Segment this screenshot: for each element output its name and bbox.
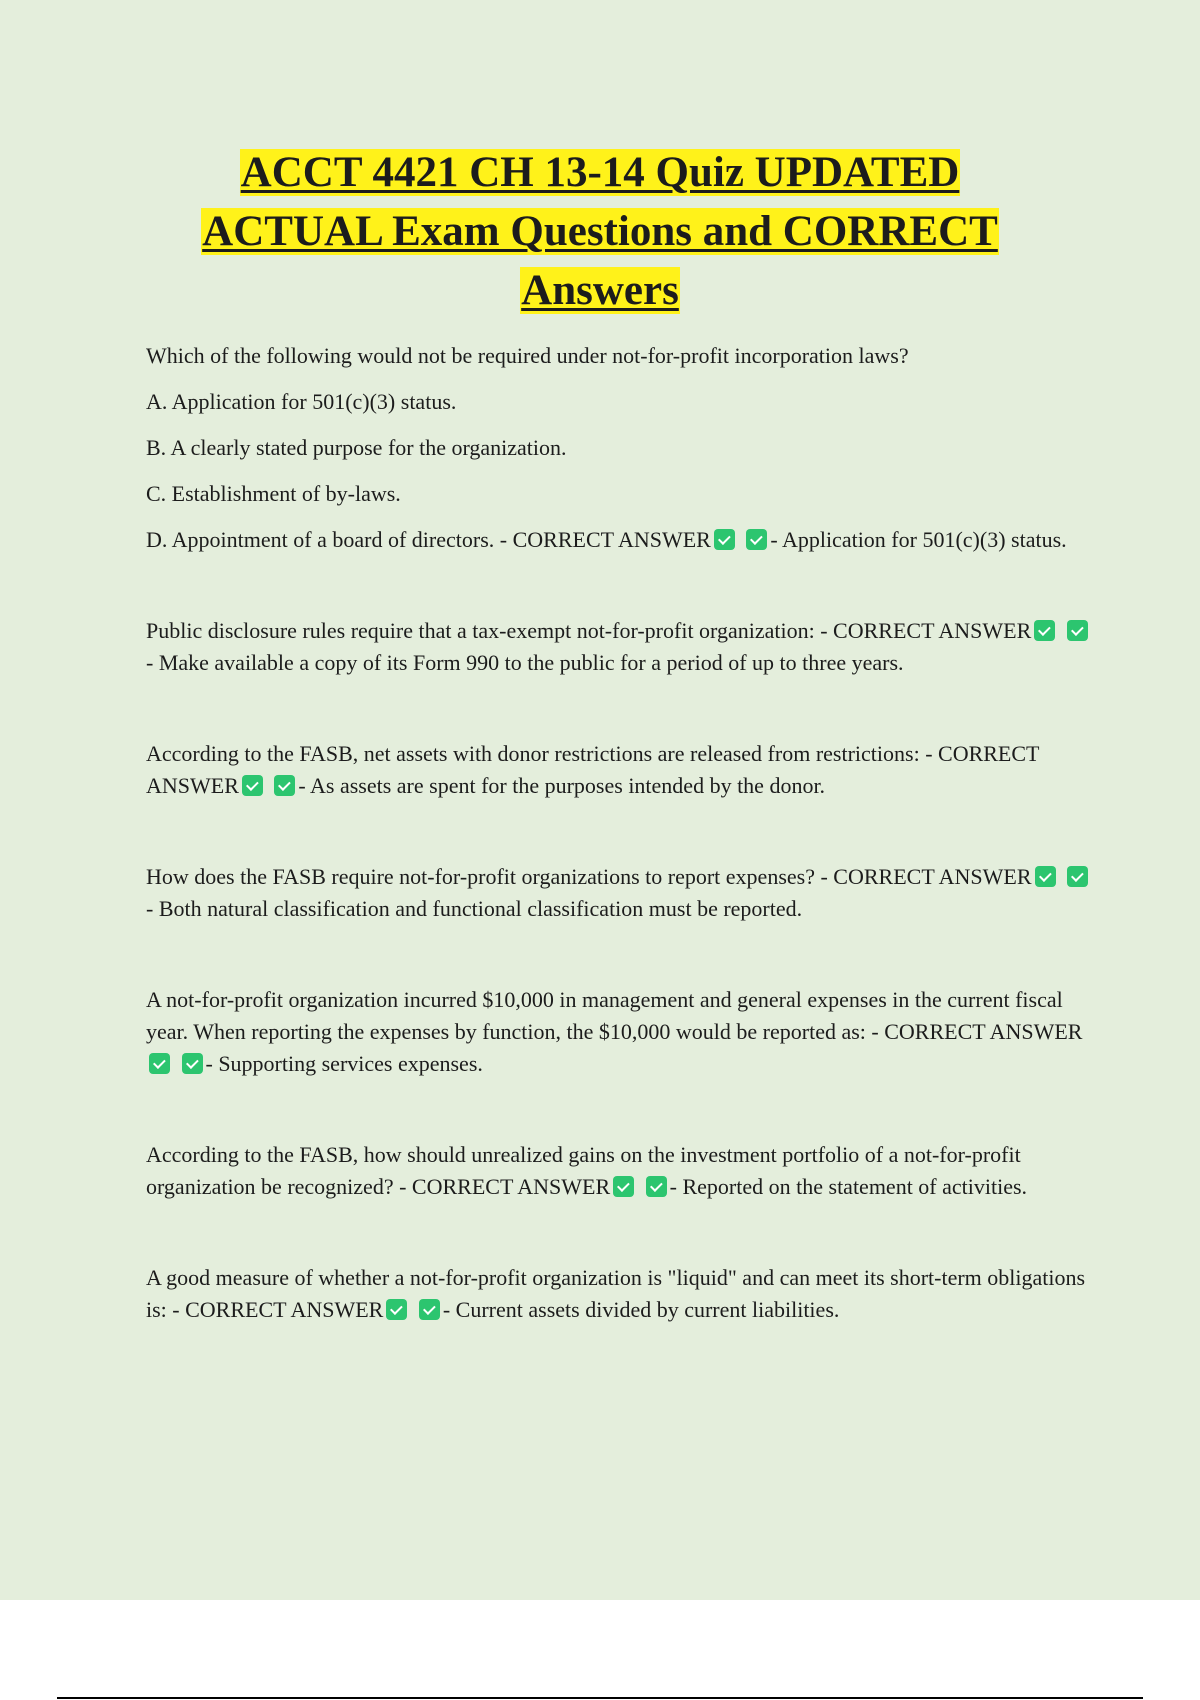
spacer [146,679,1096,738]
question-text: According to the FASB, net assets with donor restrictions are released from restrictions: [146,741,920,766]
answer-marker: - CORRECT ANSWER [820,864,1032,889]
check-mark-button-icon [646,1176,667,1197]
question-block [146,1262,1096,1326]
answer-text: - Make available a copy of its Form 990 to the public for a period of up to three years. [146,650,904,675]
answer-marker: - CORRECT ANSWER [820,618,1032,643]
spacer [146,556,1096,615]
check-mark-button-icon [419,1299,440,1320]
check-mark-button-icon [613,1176,634,1197]
answer-text: - Reported on the statement of activities. [669,1174,1028,1199]
check-mark-button-icon [746,529,767,550]
answer-marker: - CORRECT ANSWER [399,1174,611,1199]
check-mark-button-icon [1067,866,1088,887]
check-mark-button-icon [274,775,295,796]
check-mark-button-icon [242,775,263,796]
check-mark-button-icon [149,1053,170,1074]
document-title [0,143,1200,320]
answer-marker: - CORRECT ANSWER [871,1019,1083,1044]
spacer [146,802,1096,861]
answer-text: - As assets are spent for the purposes intended by the donor. [298,773,826,798]
answer-marker: - CORRECT ANSWER [146,741,1040,798]
question-block [146,861,1096,925]
question-block [146,984,1096,1080]
question-text: Which of the following would not be required under not-for-profit incorporation laws? [146,343,909,368]
title-line: Answers [521,267,679,314]
answer-marker: - CORRECT ANSWER [499,527,711,552]
footer-rule [57,1697,1143,1699]
check-mark-button-icon [386,1299,407,1320]
question-text: Public disclosure rules require that a tax-exempt not-for-profit organization: [146,618,815,643]
title-line: ACTUAL Exam Questions and CORRECT [202,208,998,255]
question-block [146,1139,1096,1203]
answer-text: - Current assets divided by current liabilities. [442,1297,840,1322]
question-text: How does the FASB require not-for-profit organizations to report expenses? [146,864,815,889]
title-line: ACCT 4421 CH 13-14 Quiz UPDATED [240,149,960,196]
spacer [146,1080,1096,1139]
answer-text: - Both natural classification and functional classification must be reported. [146,896,803,921]
option-d-with-answer [146,524,1096,556]
question-text: According to the FASB, how should unrealized gains on the investment portfolio of a not-for-profit organization be recognized? [146,1142,1021,1199]
check-mark-button-icon [182,1053,203,1074]
question-text: A not-for-profit organization incurred $10,000 in management and general expenses in the current fiscal year. When reporting the expenses by function, the $10,000 would be reported as: [146,987,1063,1044]
option-c: C. Establishment of by-laws. [146,481,401,506]
check-mark-button-icon [1034,620,1055,641]
question-block [146,738,1096,802]
question-block [146,615,1096,679]
answer-text: - Application for 501(c)(3) status. [770,527,1067,552]
question-text: A good measure of whether a not-for-profit organization is "liquid" and can meet its short-term obligations is: [146,1265,1086,1322]
answer-marker: - CORRECT ANSWER [172,1297,384,1322]
check-mark-button-icon [1067,620,1088,641]
answer-text: - Supporting services expenses. [205,1051,483,1076]
check-mark-button-icon [1035,866,1056,887]
spacer [146,925,1096,984]
check-mark-button-icon [714,529,735,550]
questions-list [146,340,1096,1326]
option-a: A. Application for 501(c)(3) status. [146,389,457,414]
option-d: D. Appointment of a board of directors. [146,527,495,552]
option-b: B. A clearly stated purpose for the organization. [146,435,567,460]
question-block [146,340,1096,556]
spacer [146,1203,1096,1262]
